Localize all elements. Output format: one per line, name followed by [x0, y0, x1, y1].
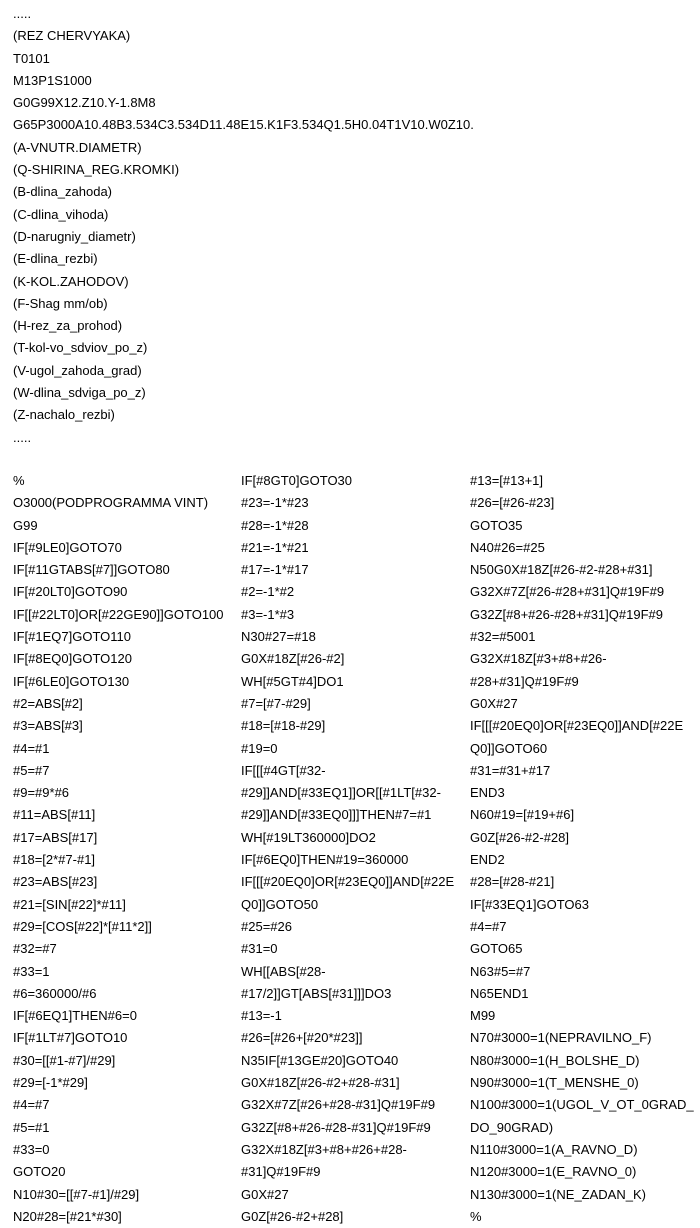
- code-line: #30=[[#1-#7]/#29]: [13, 1052, 116, 1068]
- code-line: O3000(PODPROGRAMMA VINT): [13, 495, 209, 511]
- code-line: #17=ABS[#17]: [13, 829, 98, 845]
- code-line: (E-dlina_rezbi): [13, 251, 98, 267]
- code-line: #4=#1: [13, 740, 50, 756]
- code-line: #21=[SIN[#22]*#11]: [13, 896, 126, 912]
- code-line: #19=0: [241, 740, 278, 756]
- code-line: IF[[[#20EQ0]OR[#23EQ0]]AND[#22E: [470, 718, 684, 734]
- code-line: N60#19=[#19+#6]: [470, 807, 575, 823]
- code-line: N120#3000=1(E_RAVNO_0): [470, 1164, 637, 1180]
- code-line: #2=-1*#2: [241, 584, 295, 600]
- code-line: WH[[ABS[#28-: [241, 963, 326, 979]
- code-line: .....: [13, 429, 32, 445]
- code-line: G32X#7Z[#26+#28-#31]Q#19F#9: [241, 1097, 436, 1113]
- code-line: G99: [13, 517, 38, 533]
- code-line: #31]Q#19F#9: [241, 1164, 321, 1180]
- code-line: N65END1: [470, 985, 529, 1001]
- code-line: N20#28=[#21*#30]: [13, 1208, 122, 1224]
- code-line: N90#3000=1(T_MENSHE_0): [470, 1075, 639, 1091]
- code-line: IF[#20LT0]GOTO90: [13, 584, 128, 600]
- code-line: IF[#6LE0]GOTO130: [13, 673, 130, 689]
- code-line: %: [470, 1208, 482, 1224]
- code-line: M13P1S1000: [13, 72, 92, 88]
- code-line: #17/2]]GT[ABS[#31]]]DO3: [241, 985, 392, 1001]
- code-line: #2=ABS[#2]: [13, 695, 83, 711]
- code-line: #23=-1*#23: [241, 495, 309, 511]
- code-line: M99: [470, 1008, 496, 1024]
- code-line: #3=ABS[#3]: [13, 718, 83, 734]
- code-line: (D-narugniy_diametr): [13, 228, 136, 244]
- code-line: .....: [13, 6, 32, 21]
- code-line: #25=#26: [241, 918, 292, 934]
- code-line: G32X#18Z[#3+#8+#26+#28-: [241, 1141, 407, 1157]
- code-line: DO_90GRAD): [470, 1119, 554, 1135]
- code-line: #18=[#18-#29]: [241, 718, 326, 734]
- code-line: IF[#8EQ0]GOTO120: [13, 651, 132, 667]
- code-line: G0X#18Z[#26-#2+#28-#31]: [241, 1075, 400, 1091]
- code-line: END2: [470, 852, 505, 868]
- code-line: N10#30=[[#7-#1]/#29]: [13, 1186, 140, 1202]
- code-line: G65P3000A10.48B3.534C3.534D11.48E15.K1F3.534Q1.5H0.04T1V10.W0Z10.: [13, 117, 474, 133]
- code-line: #7=[#7-#29]: [241, 695, 311, 711]
- code-line: G32Z[#8+#26-#28-#31]Q#19F#9: [241, 1119, 431, 1135]
- code-line: N63#5=#7: [470, 963, 531, 979]
- code-line: #26=[#26-#23]: [470, 495, 555, 511]
- code-line: IF[#33EQ1]GOTO63: [470, 896, 589, 912]
- code-line: #6=360000/#6: [13, 985, 97, 1001]
- code-line: #28+#31]Q#19F#9: [470, 673, 579, 689]
- code-line: #33=1: [13, 963, 50, 979]
- code-line: WH[#19LT360000]DO2: [241, 829, 376, 845]
- code-line: (H-rez_za_prohod): [13, 318, 123, 334]
- code-line: G0Z[#26-#2-#28]: [470, 829, 570, 845]
- code-line: IF[#6EQ1]THEN#6=0: [13, 1008, 137, 1024]
- code-line: (C-dlina_vihoda): [13, 206, 109, 222]
- code-line: #28=[#28-#21]: [470, 874, 555, 890]
- code-line: IF[[[#20EQ0]OR[#23EQ0]]AND[#22E: [241, 874, 455, 890]
- code-line: #5=#7: [13, 762, 50, 778]
- code-line: GOTO20: [13, 1164, 66, 1180]
- code-line: #29=[COS[#22]*[#11*2]]: [13, 918, 152, 934]
- code-line: #5=#1: [13, 1119, 50, 1135]
- code-line: GOTO65: [470, 941, 523, 957]
- code-line: IF[#8GT0]GOTO30: [241, 473, 353, 488]
- code-line: G0G99X12.Z10.Y-1.8M8: [13, 95, 156, 111]
- code-line: IF[#9LE0]GOTO70: [13, 539, 122, 555]
- code-line: (Q-SHIRINA_REG.KROMKI): [13, 162, 180, 178]
- code-line: #29]]AND[#33EQ1]]OR[[#1LT[#32-: [241, 785, 441, 801]
- code-line: N50G0X#18Z[#26-#2-#28+#31]: [470, 562, 653, 578]
- code-line: (A-VNUTR.DIAMETR): [13, 139, 142, 155]
- code-line: IF[#1LT#7]GOTO10: [13, 1030, 128, 1046]
- code-line: #4=#7: [470, 918, 507, 934]
- code-column-2: [241, 470, 454, 1228]
- code-line: #29]]AND[#33EQ0]]]THEN#7=#1: [241, 807, 432, 823]
- code-line: G32X#18Z[#3+#8+#26-: [470, 651, 607, 667]
- code-line: #31=0: [241, 941, 278, 957]
- code-line: #23=ABS[#23]: [13, 874, 98, 890]
- code-column-1: [13, 470, 224, 1228]
- code-line: N80#3000=1(H_BOLSHE_D): [470, 1052, 640, 1068]
- code-line: IF[#6EQ0]THEN#19=360000: [241, 852, 409, 868]
- code-line: GOTO35: [470, 517, 523, 533]
- code-line: WH[#5GT#4]DO1: [241, 673, 344, 689]
- code-line: G0X#27: [241, 1186, 289, 1202]
- code-line: #11=ABS[#11]: [13, 807, 96, 823]
- code-line: IF[#1EQ7]GOTO110: [13, 629, 132, 645]
- code-line: IF[#11GTABS[#7]]GOTO80: [13, 562, 170, 578]
- code-line: IF[[#22LT0]OR[#22GE90]]GOTO100: [13, 606, 224, 622]
- code-line: (V-ugol_zahoda_grad): [13, 362, 142, 378]
- code-line: G32Z[#8+#26-#28+#31]Q#19F#9: [470, 606, 663, 622]
- code-line: N100#3000=1(UGOL_V_OT_0GRAD_: [470, 1097, 694, 1113]
- code-line: (Z-nachalo_rezbi): [13, 407, 115, 423]
- code-line: (T-kol-vo_sdviov_po_z): [13, 340, 148, 356]
- code-line: (B-dlina_zahoda): [13, 184, 113, 200]
- program-header: [13, 3, 474, 449]
- code-line: %: [13, 473, 25, 488]
- code-line: N30#27=#18: [241, 629, 316, 645]
- code-line: G32X#7Z[#26-#28+#31]Q#19F#9: [470, 584, 665, 600]
- code-line: #29=[-1*#29]: [13, 1075, 88, 1091]
- code-line: END3: [470, 785, 505, 801]
- code-line: #9=#9*#6: [13, 785, 70, 801]
- code-line: #18=[2*#7-#1]: [13, 852, 96, 868]
- code-line: #26=[#26+[#20*#23]]: [241, 1030, 363, 1046]
- code-line: (K-KOL.ZAHODOV): [13, 273, 129, 289]
- code-line: Q0]]GOTO50: [241, 896, 319, 912]
- code-line: G0X#18Z[#26-#2]: [241, 651, 345, 667]
- code-column-3: [470, 470, 694, 1228]
- code-line: #4=#7: [13, 1097, 50, 1113]
- code-line: N35IF[#13GE#20]GOTO40: [241, 1052, 399, 1068]
- code-line: G0Z[#26-#2+#28]: [241, 1208, 344, 1224]
- code-line: #3=-1*#3: [241, 606, 295, 622]
- code-line: N110#3000=1(A_RAVNO_D): [470, 1141, 638, 1157]
- code-line: #32=#5001: [470, 629, 536, 645]
- code-line: T0101: [13, 50, 50, 66]
- code-line: N70#3000=1(NEPRAVILNO_F): [470, 1030, 652, 1046]
- code-line: G0X#27: [470, 695, 518, 711]
- code-line: #33=0: [13, 1141, 50, 1157]
- code-line: #32=#7: [13, 941, 57, 957]
- code-line: #28=-1*#28: [241, 517, 309, 533]
- code-line: #13=-1: [241, 1008, 282, 1024]
- code-line: (F-Shag mm/ob): [13, 295, 108, 311]
- code-line: #21=-1*#21: [241, 539, 309, 555]
- code-line: N130#3000=1(NE_ZADAN_K): [470, 1186, 646, 1202]
- code-line: #13=[#13+1]: [470, 473, 544, 488]
- code-line: (REZ CHERVYAKA): [13, 28, 131, 44]
- code-line: Q0]]GOTO60: [470, 740, 548, 756]
- code-line: (W-dlina_sdviga_po_z): [13, 385, 146, 401]
- code-line: N40#26=#25: [470, 539, 545, 555]
- code-line: IF[[[#4GT[#32-: [241, 762, 326, 778]
- code-line: #31=#31+#17: [470, 762, 551, 778]
- code-line: #17=-1*#17: [241, 562, 309, 578]
